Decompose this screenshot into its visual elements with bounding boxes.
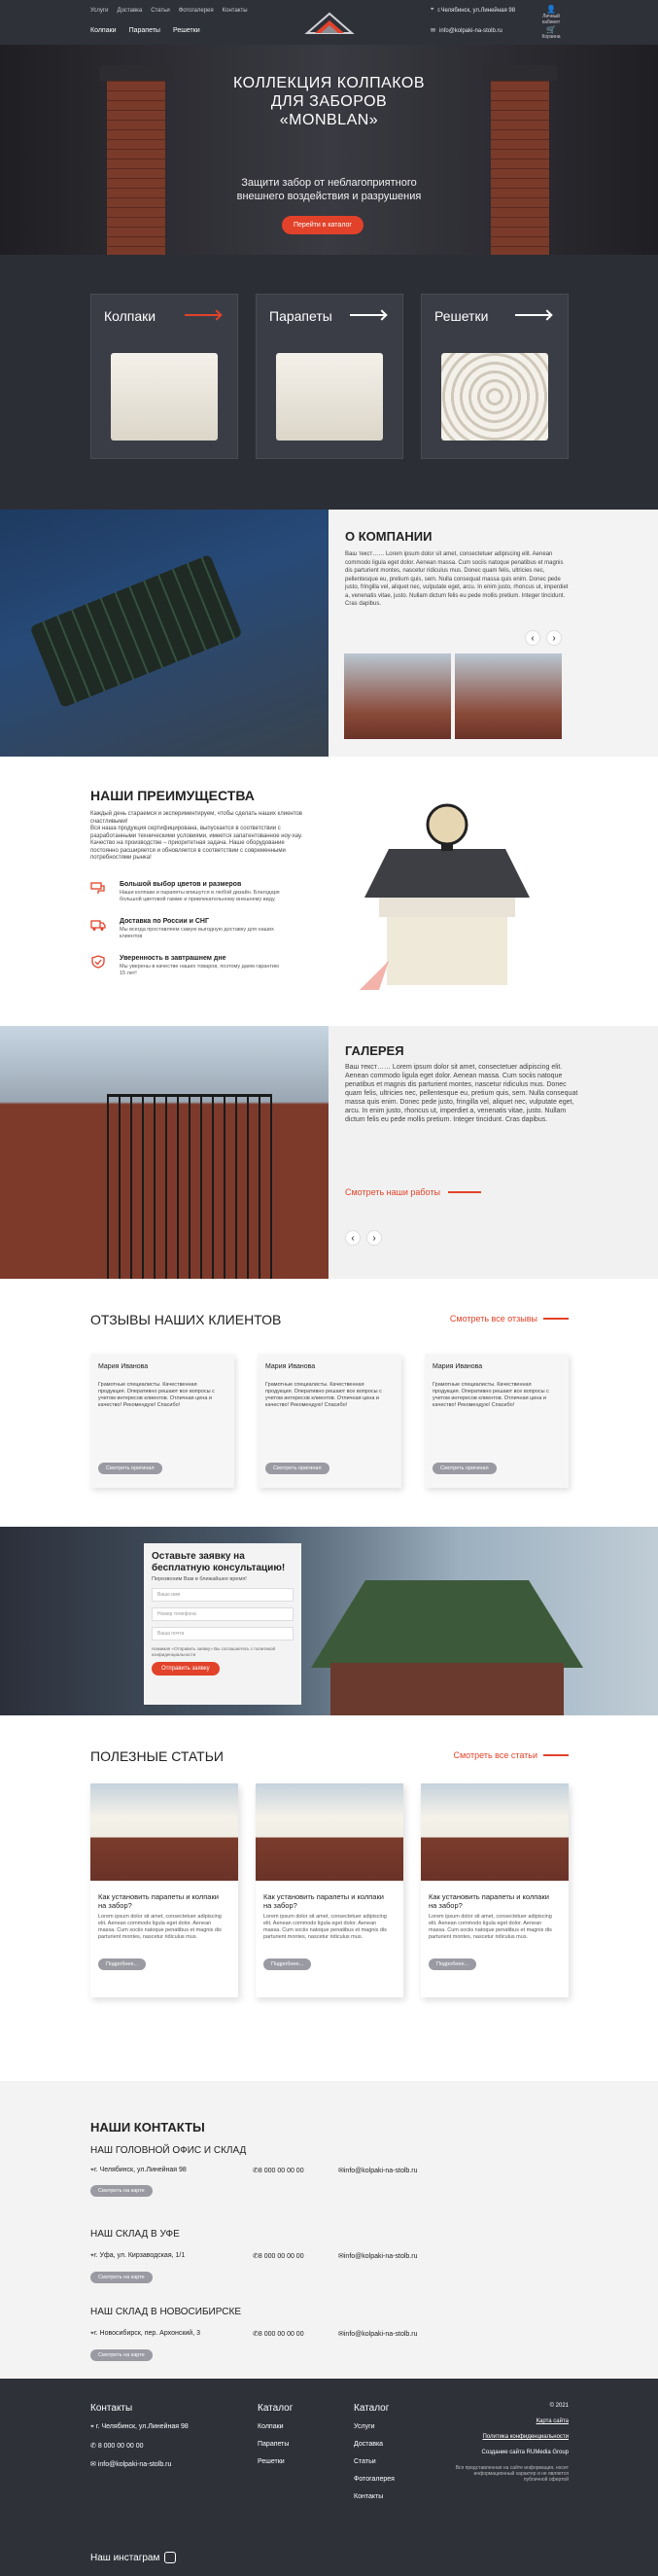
paint-icon	[90, 881, 106, 895]
catalog-card-caps[interactable]	[90, 294, 238, 459]
contacts-group-title: НАШ СКЛАД В НОВОСИБИРСКЕ	[90, 2307, 241, 2317]
user-icon: 👤	[546, 5, 556, 14]
contacts-row	[90, 2252, 489, 2260]
gallery-section	[0, 1026, 658, 1279]
catalog-card-parapets[interactable]	[256, 294, 403, 459]
review-card	[425, 1354, 569, 1488]
footer-year: © 2021	[549, 2403, 569, 2409]
shield-icon	[90, 955, 106, 969]
pin-icon: ⌖	[90, 2423, 96, 2430]
top-nav	[90, 8, 248, 14]
grille-product-image	[441, 353, 548, 441]
map-button[interactable]: Смотреть на карте	[90, 2349, 153, 2361]
contacts-group-title: НАШ СКЛАД В УФЕ	[90, 2229, 180, 2240]
advantages-intro: Каждый день стараемся и экспериментируем, чтобы сделать наших клиентов счастливыми! Вся наша продукция сертифицирована, выпускается в соответствии с разработанными техническими условиями, имеется запатентованное ноу-хау. Качество на производстве – приоритетная задача. Наше оборудование постоянно расширяется и обновляется в соответствии с современными потребностями рынка!	[90, 811, 303, 861]
contact-address: г. Новосибирск, пер. Архонский, 3	[93, 2330, 200, 2337]
topnav-gallery[interactable]: Фотогалерея	[178, 8, 214, 14]
chevron-right-icon[interactable]: ›	[366, 1230, 382, 1246]
submit-request-button[interactable]: Отправить заявку	[152, 1662, 220, 1676]
advantages-title: НАШИ ПРЕИМУЩЕСТВА	[90, 788, 255, 803]
mainnav-caps[interactable]: Колпаки	[90, 27, 117, 34]
lantern-cap-image	[360, 791, 535, 990]
arrow-right-icon	[185, 314, 220, 316]
house-wall-image	[330, 1663, 564, 1715]
gallery-more-link[interactable]	[345, 1187, 481, 1197]
arrow-right-icon	[543, 1318, 569, 1320]
article-image[interactable]	[256, 1783, 403, 1881]
about-photo	[0, 510, 329, 757]
contacts-section	[0, 2081, 658, 2349]
hero-subtitle-line2: внешнего воздействия и разрушения	[236, 191, 422, 202]
catalog-cta-button[interactable]: Перейти в каталог	[282, 216, 364, 234]
hero-title	[0, 74, 658, 129]
cap-product-image	[111, 353, 218, 441]
pin-icon: ⌖	[90, 2330, 94, 2337]
parapet-product-image	[276, 353, 383, 441]
mainnav-parapets[interactable]: Парапеты	[128, 27, 160, 34]
mail-icon: ✉	[338, 2168, 344, 2174]
phone-icon: ✆	[253, 2331, 259, 2338]
review-original-button[interactable]: Смотреть оригинал	[433, 1463, 497, 1474]
logo[interactable]	[303, 10, 356, 35]
instagram-link[interactable]	[90, 2552, 176, 2563]
reviews-section	[0, 1279, 658, 1527]
phone-input[interactable]: Номер телефона	[152, 1607, 294, 1621]
review-author: Мария Иванова	[433, 1363, 483, 1370]
hero-title-line2: ДЛЯ ЗАБОРОВ	[270, 93, 388, 110]
header-email-text[interactable]: info@kolpaki-na-stolb.ru	[439, 27, 502, 34]
form-title	[152, 1551, 294, 1574]
phone-icon: ✆	[90, 2443, 98, 2450]
phone-icon: ✆	[253, 2168, 259, 2174]
header-address-text: г.Челябинск, ул.Линейная 98	[437, 7, 516, 14]
footer-email[interactable]: info@kolpaki-na-stolb.ru	[97, 2461, 172, 2468]
footer-catalog2-title: Каталог	[354, 2403, 390, 2414]
advantage-desc: Мы уверены в качестве наших товаров, поэтому даем гарантию 15 лет!	[120, 964, 280, 976]
catalog-card-title: Решетки	[434, 308, 489, 324]
topnav-delivery[interactable]: Доставка	[117, 8, 143, 14]
about-text: Ваш текст…… Lorem ipsum dolor sit amet, consectetuer adipiscing elit. Aenean commodo ligula eget dolor. Aenean massa. Cum sociis natoque penatibus et magnis dis parturient montes, nascetur ridiculus mus. Donec quam felis, ultricies nec, pellentesque eu, pretium quis, sem. Nulla consequat massa quis enim. Donec pede justo, fringilla vel, aliquet nec, vulputate eget, arcu. In enim justo, rhoncus ut, imperdiet a, venenatis vitae, justo. Nullam dictum felis eu pede mollis pretium. Integer tincidunt. Cras dapibus.	[345, 551, 569, 607]
contact-email[interactable]: info@kolpaki-na-stolb.ru	[343, 2331, 418, 2338]
pin-icon: ⌖	[90, 2167, 94, 2173]
gallery-title: ГАЛЕРЕЯ	[345, 1043, 404, 1058]
advantage-desc: Мы всегда проставляем самую выгодную доставку для наших клиентов	[120, 927, 274, 939]
reviews-all-label: Смотреть все отзывы	[449, 1314, 537, 1323]
catalog-card-title: Колпаки	[104, 308, 156, 324]
article-more-button[interactable]: Подробнее...	[429, 1958, 476, 1970]
privacy-agreement: Нажимая «Отправить заявку» Вы соглашаетесь с политикой конфиденциальности	[152, 1646, 275, 1657]
mainnav-grilles[interactable]: Решетки	[172, 27, 200, 34]
contact-phone[interactable]: 8 000 00 00 00	[258, 2331, 304, 2338]
hero-section	[0, 45, 658, 255]
form-title-line2: бесплатную консультацию!	[152, 1563, 286, 1573]
cart-icon: 🛒	[546, 25, 556, 34]
about-slider-nav	[525, 630, 562, 646]
articles-all-label: Смотреть все статьи	[453, 1750, 537, 1760]
footer-catalog-title: Каталог	[258, 2403, 294, 2414]
reviews-all-link[interactable]	[450, 1314, 569, 1323]
pin-icon: ⌖	[431, 7, 434, 13]
created-by[interactable]: Создание сайта RUMedia Group	[481, 2450, 569, 2455]
footer-disclaimer: Вся представленная на сайте информация, носит информационный характер и не является публичной офертой	[455, 2465, 569, 2483]
map-button[interactable]: Смотреть на карте	[90, 2185, 153, 2197]
footer-address: г. Челябинск, ул.Линейная 98	[95, 2423, 189, 2430]
hero-subtitle	[0, 176, 658, 203]
contacts-row	[90, 2167, 489, 2174]
consultation-section	[0, 1527, 658, 1715]
review-body: Грамотные специалисты. Качественная продукция. Оперативно решают все вопросы с учетом интересов клиентов. Отличная цена и качество! Рекомендую! Спасибо!	[433, 1382, 549, 1408]
instagram-icon	[164, 2552, 176, 2563]
article-desc: Lorem ipsum dolor sit amet, consectetuer adipiscing elit. Aenean commodo ligula eget dolor. Aenean massa. Cum sociis natoque penatibus et magnis dis parturient montes, nascetur ridiculus mus.	[98, 1914, 222, 1940]
map-button[interactable]: Смотреть на карте	[90, 2272, 153, 2283]
header-email[interactable]	[431, 27, 502, 34]
footer-contacts	[90, 2403, 189, 2479]
contacts-title: НАШИ КОНТАКТЫ	[90, 2120, 205, 2135]
article-card	[90, 1783, 238, 1997]
review-card	[90, 1354, 234, 1488]
about-thumbs	[344, 653, 562, 739]
chevron-left-icon[interactable]: ‹	[525, 630, 540, 646]
review-author: Мария Иванова	[98, 1363, 149, 1370]
arrow-right-icon	[448, 1191, 481, 1193]
about-title: О КОМПАНИИ	[345, 529, 433, 544]
catalog-section	[0, 255, 658, 510]
footer-link[interactable]: Услуги	[354, 2423, 375, 2430]
article-more-button[interactable]: Подробнее...	[263, 1958, 311, 1970]
mail-icon: ✉	[431, 28, 436, 34]
review-original-button[interactable]: Смотреть оригинал	[98, 1463, 162, 1474]
cabinet-button[interactable]	[538, 5, 564, 25]
advantage-title: Доставка по России и СНГ	[120, 918, 209, 925]
review-original-button[interactable]: Смотреть оригинал	[265, 1463, 329, 1474]
catalog-card-grilles[interactable]	[421, 294, 569, 459]
consultation-form	[144, 1543, 301, 1705]
chevron-right-icon[interactable]: ›	[546, 630, 562, 646]
footer-link[interactable]: Доставка	[354, 2441, 384, 2448]
site-header	[0, 0, 658, 45]
articles-section	[0, 1715, 658, 2081]
about-section	[0, 510, 658, 757]
header-address	[431, 7, 515, 14]
arrow-right-icon	[515, 314, 550, 316]
contact-phone[interactable]: 8 000 00 00 00	[258, 2253, 304, 2260]
hero-title-line3: «MONBLAN»	[279, 112, 379, 128]
contact-email[interactable]: info@kolpaki-na-stolb.ru	[343, 2168, 418, 2174]
footer-link[interactable]: Колпаки	[258, 2423, 284, 2430]
footer-link[interactable]: Решетки	[258, 2458, 285, 2465]
article-card	[421, 1783, 569, 1997]
gallery-slider-nav	[345, 1230, 382, 1246]
about-thumb[interactable]	[344, 653, 451, 739]
name-input[interactable]: Ваше имя	[152, 1588, 294, 1602]
review-author: Мария Иванова	[265, 1363, 316, 1370]
footer-link[interactable]: Фотогалерея	[354, 2476, 395, 2483]
article-title[interactable]: Как установить парапеты и колпаки на забор?	[98, 1892, 219, 1910]
article-title[interactable]: Как установить парапеты и колпаки на забор?	[429, 1892, 549, 1910]
contact-address: г. Уфа, ул. Кирзаводская, 1/1	[93, 2252, 186, 2259]
mail-icon: ✉	[338, 2253, 344, 2260]
footer-link[interactable]: Контакты	[354, 2493, 384, 2500]
house-roof-image	[311, 1580, 583, 1668]
advantage-title: Уверенность в завтрашнем дне	[120, 955, 226, 962]
cart-button[interactable]	[538, 25, 564, 40]
truck-icon	[90, 918, 106, 932]
footer-phone[interactable]: 8 000 00 00 00	[97, 2443, 144, 2450]
footer-contacts-title: Контакты	[90, 2403, 133, 2414]
footer-catalog2	[354, 2403, 395, 2511]
advantage-title: Большой выбор цветов и размеров	[120, 881, 242, 888]
gallery-photo	[0, 1026, 329, 1279]
gallery-text: Ваш текст…… Lorem ipsum dolor sit amet, consectetuer adipiscing elit. Aenean commodo ligula eget dolor. Aenean massa. Cum sociis natoque penatibus et magnis dis parturient montes, nascetur ridiculus mus. Donec quam felis, ultricies nec, pellentesque eu, pretium quis, sem. Nulla consequat massa quis enim. Donec pede justo, fringilla vel, aliquet nec, vulputate eget, arcu. In enim justo, rhoncus ut, imperdiet a, venenatis vitae, justo. Nullam dictum felis eu pede mollis pretium. Integer tincidunt. Cras dapibus.	[345, 1064, 578, 1123]
review-body: Грамотные специалисты. Качественная продукция. Оперативно решают все вопросы с учетом интересов клиентов. Отличная цена и качество! Рекомендую! Спасибо!	[98, 1382, 215, 1408]
form-subtitle: Перезвоним Вам в ближайшее время!	[152, 1576, 247, 1582]
instagram-label: Наш инстаграм	[90, 2552, 160, 2563]
chevron-left-icon[interactable]: ‹	[345, 1230, 361, 1246]
cabinet-label: Личный кабинет	[541, 14, 561, 25]
articles-all-link[interactable]	[454, 1750, 570, 1760]
article-more-button[interactable]: Подробнее...	[98, 1958, 146, 1970]
phone-icon: ✆	[253, 2253, 259, 2260]
contact-email[interactable]: info@kolpaki-na-stolb.ru	[343, 2253, 418, 2260]
arrow-right-icon	[350, 314, 385, 316]
article-title[interactable]: Как установить парапеты и колпаки на забор?	[263, 1892, 384, 1910]
arrow-right-icon	[543, 1754, 569, 1756]
catalog-card-title: Парапеты	[269, 308, 332, 324]
advantages-section	[0, 757, 658, 1026]
email-input[interactable]: Ваша почта	[152, 1627, 294, 1641]
mail-icon: ✉	[338, 2331, 344, 2338]
cart-label: Корзина	[541, 34, 561, 40]
contacts-tail	[0, 2349, 658, 2379]
review-card	[258, 1354, 401, 1488]
article-image[interactable]	[421, 1783, 569, 1881]
about-thumb[interactable]	[455, 653, 562, 739]
topnav-articles[interactable]: Статьи	[151, 8, 170, 14]
reviews-title: ОТЗЫВЫ НАШИХ КЛИЕНТОВ	[90, 1312, 282, 1327]
contacts-row	[90, 2330, 489, 2338]
privacy-link[interactable]: Политика конфиденциальности	[482, 2434, 569, 2440]
sitemap-link[interactable]: Карта сайта	[536, 2418, 569, 2424]
mail-icon: ✉	[90, 2461, 98, 2468]
footer-link[interactable]: Парапеты	[258, 2441, 290, 2448]
article-card	[256, 1783, 403, 1997]
review-body: Грамотные специалисты. Качественная продукция. Оперативно решают все вопросы с учетом интересов клиентов. Отличная цена и качество! Рекомендую! Спасибо!	[265, 1382, 382, 1408]
pin-icon: ⌖	[90, 2252, 94, 2259]
footer-catalog	[258, 2403, 293, 2476]
advantage-desc: Наши колпаки и парапеты впишутся в любой дизайн. Благодаря большой цветовой гамме и привлекательному внешнему виду.	[120, 890, 280, 902]
hero-subtitle-line1: Защити забор от неблагоприятного	[241, 177, 417, 189]
footer-link[interactable]: Статьи	[354, 2458, 376, 2465]
gallery-more-label: Смотреть наши работы	[345, 1187, 440, 1197]
article-image[interactable]	[90, 1783, 238, 1881]
site-footer	[0, 2379, 658, 2576]
hero-title-line1: КОЛЛЕКЦИЯ КОЛПАКОВ	[232, 75, 426, 91]
contacts-group-title: НАШ ГОЛОВНОЙ ОФИС И СКЛАД	[90, 2145, 247, 2156]
articles-title: ПОЛЕЗНЫЕ СТАТЬИ	[90, 1748, 224, 1764]
contact-address: г. Челябинск, ул.Линейная 98	[93, 2167, 187, 2173]
article-desc: Lorem ipsum dolor sit amet, consectetuer adipiscing elit. Aenean commodo ligula eget dolor. Aenean massa. Cum sociis natoque penatibus et magnis dis parturient montes, nascetur ridiculus mus.	[429, 1914, 552, 1940]
topnav-services[interactable]: Услуги	[90, 8, 109, 14]
main-nav	[90, 27, 200, 34]
form-title-line1: Оставьте заявку на	[152, 1551, 245, 1562]
footer-legal	[452, 2403, 569, 2492]
topnav-contacts[interactable]: Контакты	[222, 8, 248, 14]
contact-phone[interactable]: 8 000 00 00 00	[258, 2168, 304, 2174]
article-desc: Lorem ipsum dolor sit amet, consectetuer adipiscing elit. Aenean commodo ligula eget dolor. Aenean massa. Cum sociis natoque penatibus et magnis dis parturient montes, nascetur ridiculus mus.	[263, 1914, 387, 1940]
